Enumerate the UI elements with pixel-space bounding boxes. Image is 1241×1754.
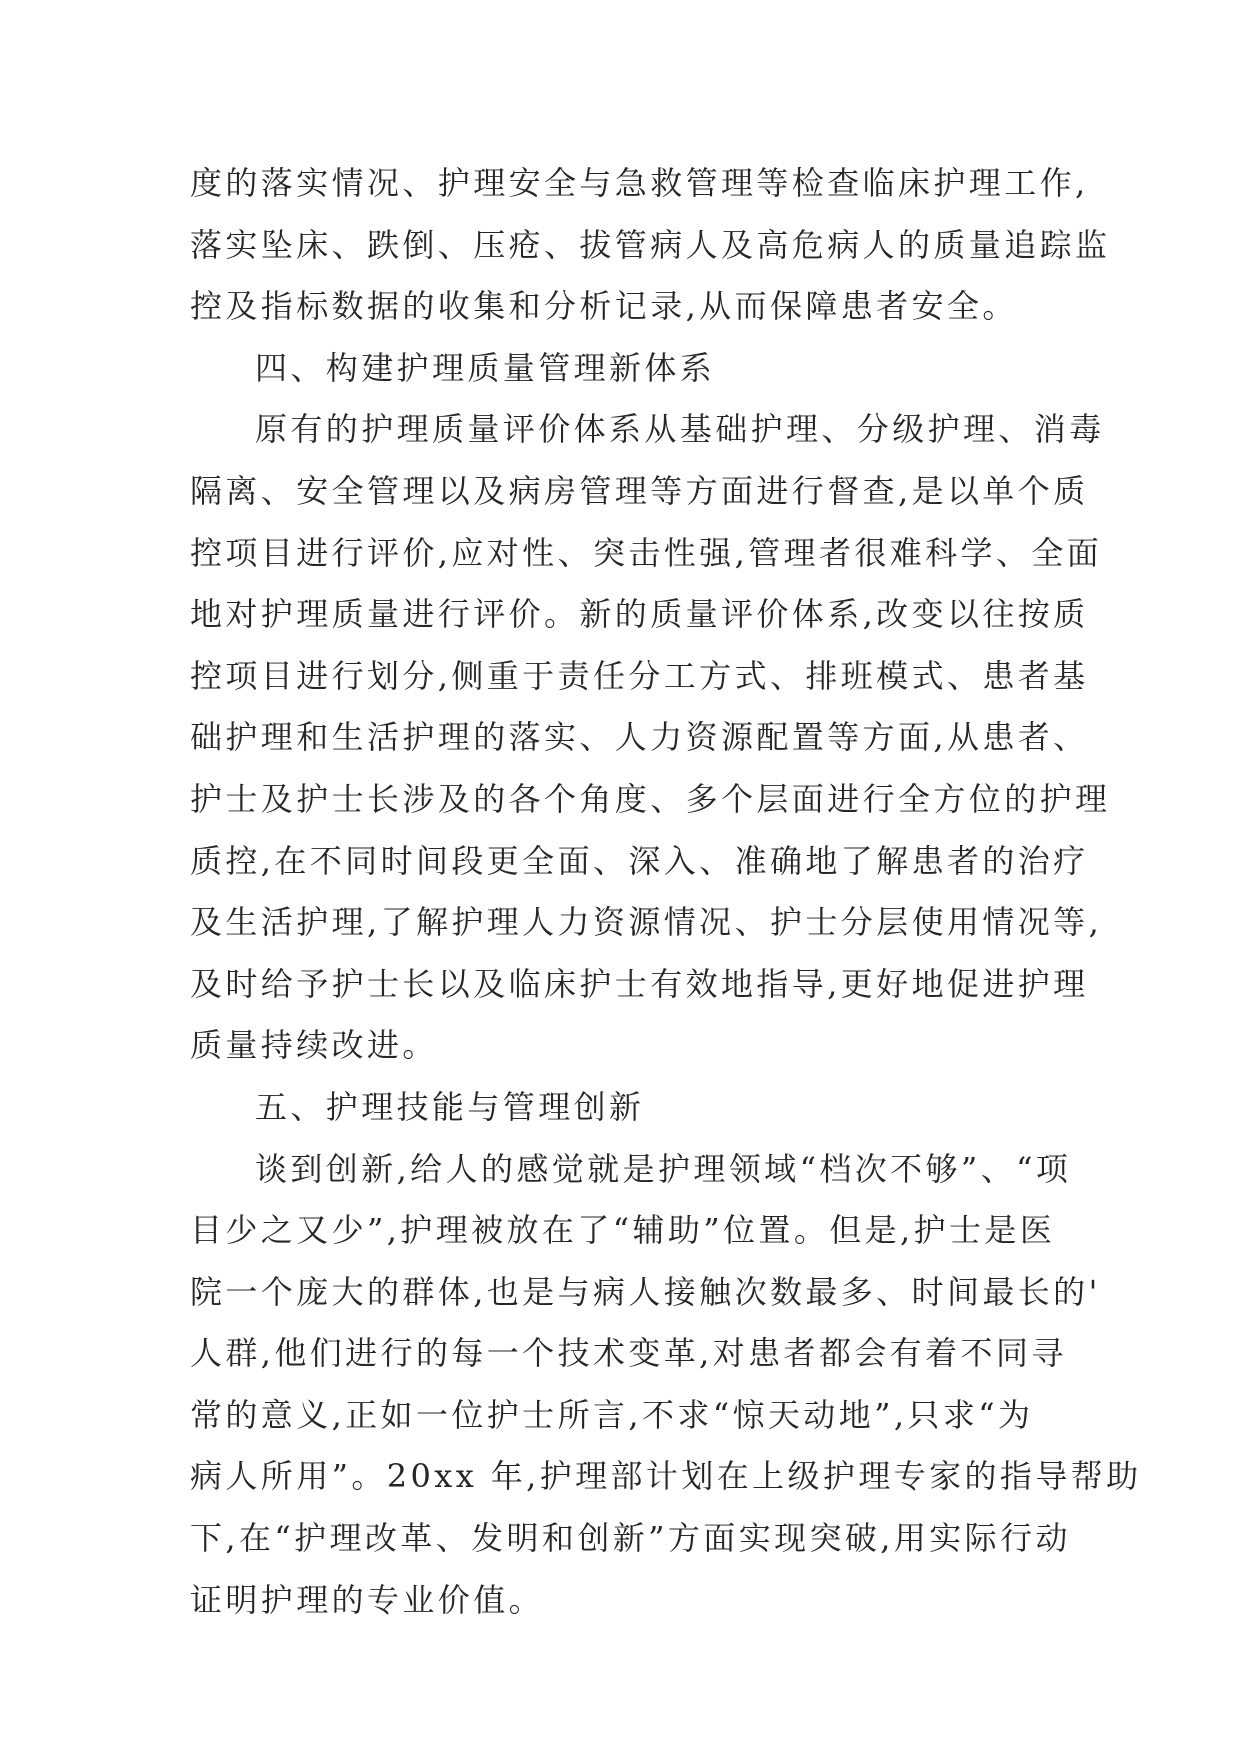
text-line: 目少之又少”,护理被放在了“辅助”位置。但是,护士是医 <box>190 1211 1056 1250</box>
text-line: 质量持续改进。 <box>190 1026 438 1065</box>
text-line: 地对护理质量进行评价。新的质量评价体系,改变以往按质 <box>190 595 1089 634</box>
text-line: 质控,在不同时间段更全面、深入、准确地了解患者的治疗 <box>190 841 1089 880</box>
text-line: 证明护理的专业价值。 <box>190 1580 545 1619</box>
text-line: 度的落实情况、护理安全与急救管理等检查临床护理工作, <box>190 164 1089 202</box>
text-line: 础护理和生活护理的落实、人力资源配置等方面,从患者、 <box>190 718 1089 757</box>
text-line: 院一个庞大的群体,也是与病人接触次数最多、时间最长的' <box>190 1272 1101 1311</box>
text-line: 及时给予护士长以及临床护士有效地指导,更好地促进护理 <box>190 964 1089 1003</box>
paragraph-first-line: 原有的护理质量评价体系从基础护理、分级护理、消毒 <box>255 410 1105 449</box>
text-line: 控及指标数据的收集和分析记录,从而保障患者安全。 <box>190 287 1018 326</box>
paragraph-first-line: 四、构建护理质量管理新体系 <box>255 348 716 387</box>
paragraph-first-line: 五、护理技能与管理创新 <box>255 1087 645 1126</box>
text-line: 控项目进行评价,应对性、突击性强,管理者很难科学、全面 <box>190 533 1103 572</box>
text-line: 常的意义,正如一位护士所言,不求“惊天动地”,只求“为 <box>190 1395 1034 1434</box>
text-line: 病人所用”。20xx 年,护理部计划在上级护理专家的指导帮助 <box>190 1457 1142 1496</box>
text-line: 及生活护理,了解护理人力资源情况、护士分层使用情况等, <box>190 903 1103 942</box>
text-line: 落实坠床、跌倒、压疮、拔管病人及高危病人的质量追踪监 <box>190 225 1111 264</box>
text-line: 控项目进行划分,侧重于责任分工方式、排班模式、患者基 <box>190 656 1089 695</box>
text-line: 护士及护士长涉及的各个角度、多个层面进行全方位的护理 <box>190 779 1111 818</box>
text-line: 人群,他们进行的每一个技术变革,对患者都会有着不同寻 <box>190 1334 1067 1373</box>
text-line: 隔离、安全管理以及病房管理等方面进行督查,是以单个质 <box>190 471 1089 510</box>
text-line: 下,在“护理改革、发明和创新”方面实现突破,用实际行动 <box>190 1519 1071 1558</box>
body-text <box>190 153 1142 1631</box>
paragraph-first-line: 谈到创新,给人的感觉就是护理领域“档次不够”、“项 <box>255 1149 1072 1188</box>
